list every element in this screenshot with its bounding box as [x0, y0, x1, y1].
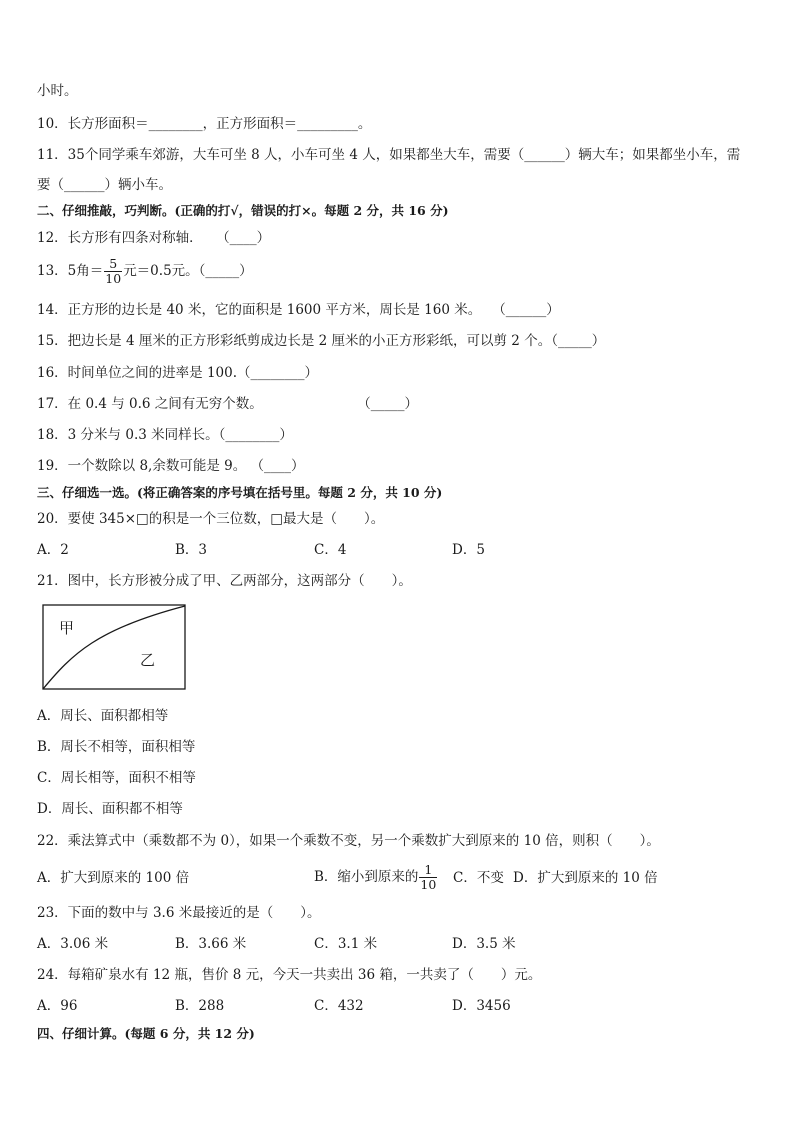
question-22: 22．乘法算式中（乘数都不为 0），如果一个乘数不变，另一个乘数扩大到原来的 10 倍，则积（ ）。: [37, 833, 660, 849]
q22-option-b: [314, 856, 438, 898]
question-13-suffix: 元＝0.5元。（_____）: [123, 263, 253, 279]
question-18: 18．3 分米与 0.3 米同样长。（________）: [37, 427, 293, 443]
question-10: 10．长方形面积＝________，正方形面积＝_________。: [37, 116, 372, 132]
fraction-1-10: [419, 863, 437, 892]
region-label-jia: 甲: [59, 619, 75, 637]
q22-option-d: D．扩大到原来的 10 倍: [513, 870, 658, 886]
q20-option-b: B．3: [175, 542, 208, 558]
question-16: 16．时间单位之间的进率是 100.（________）: [37, 365, 319, 381]
q23-option-d: D．3.5 米: [452, 936, 516, 952]
q24-option-a: A．96: [37, 998, 78, 1014]
rectangle-division-figure: [42, 604, 186, 690]
q20-option-c: C．4: [314, 542, 347, 558]
question-24: 24．每箱矿泉水有 12 瓶，售价 8 元，今天一共卖出 36 箱，一共卖了（ ）元。: [37, 967, 542, 983]
q24-option-d: D．3456: [452, 998, 511, 1014]
q21-option-d: D．周长、面积都不相等: [37, 801, 183, 817]
question-20: 20．要使 345×□的积是一个三位数，□最大是（ ）。: [37, 511, 385, 527]
fraction-numerator: 5: [104, 257, 122, 272]
question-23: 23．下面的数中与 3.6 米最接近的是（ ）。: [37, 905, 321, 921]
q21-option-a: A．周长、面积都相等: [37, 708, 169, 724]
fraction-numerator: 1: [419, 863, 437, 878]
question-19: 19．一个数除以 8,余数可能是 9。 （____）: [37, 458, 305, 474]
question-11-line-2: 要（______）辆小车。: [37, 177, 172, 193]
fraction-denominator: 10: [420, 877, 437, 892]
region-label-yi: 乙: [140, 651, 156, 669]
q20-option-a: A．2: [37, 542, 69, 558]
q24-option-c: C．432: [314, 998, 364, 1014]
q24-option-b: B．288: [175, 998, 225, 1014]
question-11-line-1: 11．35个同学乘车郊游，大车可坐 8 人，小车可坐 4 人，如果都坐大车，需要（______）辆大车；如果都坐小车，需: [37, 147, 741, 163]
q20-option-d: D．5: [452, 542, 485, 558]
question-12: 12．长方形有四条对称轴． （____）: [37, 230, 271, 246]
q22-option-a: A．扩大到原来的 100 倍: [37, 870, 190, 886]
question-13-prefix: 13．5角＝: [37, 263, 104, 279]
question-17: 17．在 0.4 与 0.6 之间有无穷个数。 （_____）: [37, 396, 419, 412]
question-15: 15．把边长是 4 厘米的正方形彩纸剪成边长是 2 厘米的小正方形彩纸，可以剪 2 个。（_____）: [37, 333, 606, 349]
q22-option-b-text: B．缩小到原来的: [314, 869, 419, 885]
q23-option-c: C．3.1 米: [314, 936, 378, 952]
q23-option-a: A．3.06 米: [37, 936, 109, 952]
q22-option-c: C．不变: [453, 870, 504, 886]
section-4-heading: 四、仔细计算。(每题 6 分，共 12 分): [37, 1026, 255, 1041]
fraction-denominator: 10: [105, 271, 122, 286]
fraction-5-10: [104, 257, 122, 286]
q21-option-b: B．周长不相等，面积相等: [37, 739, 196, 755]
rectangle-outline: [43, 605, 185, 689]
question-21: 21．图中，长方形被分成了甲、乙两部分，这两部分（ ）。: [37, 573, 412, 589]
q21-option-c: C．周长相等，面积不相等: [37, 770, 196, 786]
section-3-heading: 三、仔细选一选。(将正确答案的序号填在括号里。每题 2 分，共 10 分): [37, 485, 443, 500]
question-13: [37, 256, 253, 286]
question-14: 14．正方形的边长是 40 米，它的面积是 1600 平方米，周长是 160 米。 （______）: [37, 302, 560, 318]
q23-option-b: B．3.66 米: [175, 936, 247, 952]
question-9-continuation: 小时。: [37, 83, 78, 99]
section-2-heading: 二、仔细推敲，巧判断。(正确的打√，错误的打×。每题 2 分，共 16 分): [37, 203, 449, 218]
